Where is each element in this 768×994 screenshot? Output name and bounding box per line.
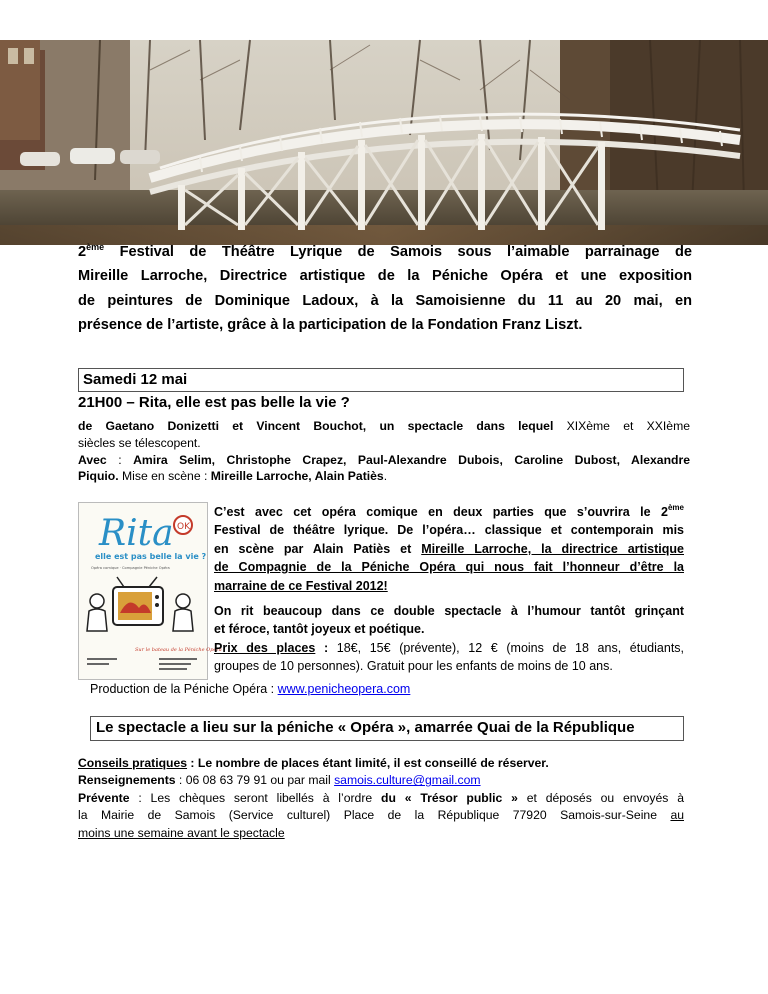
poster-badge: Sur le bateau de la Péniche Opéra <box>135 647 222 653</box>
prices-line: Prix des places : 18€, 15€ (prévente), 12 € (moins de 18 ans, étudiants, <box>214 640 685 655</box>
rita-poster <box>78 502 222 680</box>
venue-box: Le spectacle a lieu sur la péniche « Opéra », amarrée Quai de la République <box>90 716 684 741</box>
event-date-box: Samedi 12 mai <box>78 368 684 392</box>
presale-line-2: la Mairie de Samois (Service culturel) Place de la République 77920 Samois-sur-Seine au <box>78 808 684 823</box>
humour-and-prices <box>214 602 684 676</box>
cast-line: Avec : Amira Selim, Christophe Crapez, Paul-Alexandre Dubois, Caroline Dubost, Alexandre <box>78 452 690 467</box>
intro-line-2: Mireille Larroche, Directrice artistique de la Péniche Opéra et une exposition <box>78 268 692 285</box>
bridge-illustration <box>0 40 768 245</box>
intro-line-4: présence de l’artiste, grâce à la participation de la Fondation Franz Liszt. <box>78 317 583 334</box>
desc-line-3: en scène par Alain Patiès et Mireille Larroche, la directrice artistique <box>214 541 684 556</box>
staging-line: Piquio. Mise en scène : Mireille Larroche, Alain Patiès. <box>78 469 388 484</box>
prices-line-2: groupes de 10 personnes). Gratuit pour les enfants de moins de 10 ans. <box>214 659 613 674</box>
email-link[interactable]: samois.culture@gmail.com <box>334 773 481 788</box>
practical-info <box>78 755 684 842</box>
desc-line-5: marraine de ce Festival 2012! <box>214 578 388 593</box>
info-line: Renseignements : 06 08 63 79 91 ou par mail samois.culture@gmail.com <box>78 773 481 788</box>
composers-line: de Gaetano Donizetti et Vincent Bouchot, un spectacle dans lequel XIXème et XXIème <box>78 419 690 433</box>
banner-photo <box>0 40 768 245</box>
desc-line-2: Festival de théâtre lyrique. De l’opéra… classique et contemporain mis <box>214 523 684 538</box>
penicheopera-link[interactable]: www.penicheopera.com <box>277 682 411 696</box>
show-credits <box>78 418 690 485</box>
presale-line-3: moins une semaine avant le spectacle <box>78 825 285 840</box>
svg-text:OK: OK <box>177 522 190 532</box>
poster-title: Rita <box>99 513 174 554</box>
humour-line-1: On rit beaucoup dans ce double spectacle à l’humour tantôt grinçant <box>214 604 684 618</box>
composers-line-2: siècles se télescopent. <box>78 435 201 450</box>
show-title: 21H00 – Rita, elle est pas belle la vie ? <box>78 394 350 411</box>
humour-line-2: et féroce, tantôt joyeux et poétique. <box>214 622 425 637</box>
presale-line: Prévente : Les chèques seront libellés à l’ordre du « Trésor public » et déposés ou envoyés à <box>78 790 684 805</box>
intro-paragraph <box>78 240 692 338</box>
intro-line-3: de peintures de Dominique Ladoux, à la Samoisienne du 11 au 20 mai, en <box>78 292 692 309</box>
opera-description <box>214 503 684 595</box>
poster-subtitle: elle est pas belle la vie ? <box>95 552 207 561</box>
advice-line: Conseils pratiques : Le nombre de places étant limité, il est conseillé de réserver. <box>78 756 549 770</box>
desc-line-1: C’est avec cet opéra comique en deux parties que s’ouvrira le 2ème <box>214 503 684 519</box>
desc-line-4: de Compagnie de la Péniche Opéra qui nous fait l’honneur d’être la <box>214 560 684 575</box>
production-credit: Production de la Péniche Opéra : www.penicheopera.com <box>90 682 411 696</box>
poster-art <box>79 503 222 679</box>
intro-line-1: 2ème Festival de Théâtre Lyrique de Samois sous l’aimable parrainage de <box>78 242 692 260</box>
poster-tagline: Opéra comique · Compagnie Péniche Opéra <box>91 566 170 570</box>
